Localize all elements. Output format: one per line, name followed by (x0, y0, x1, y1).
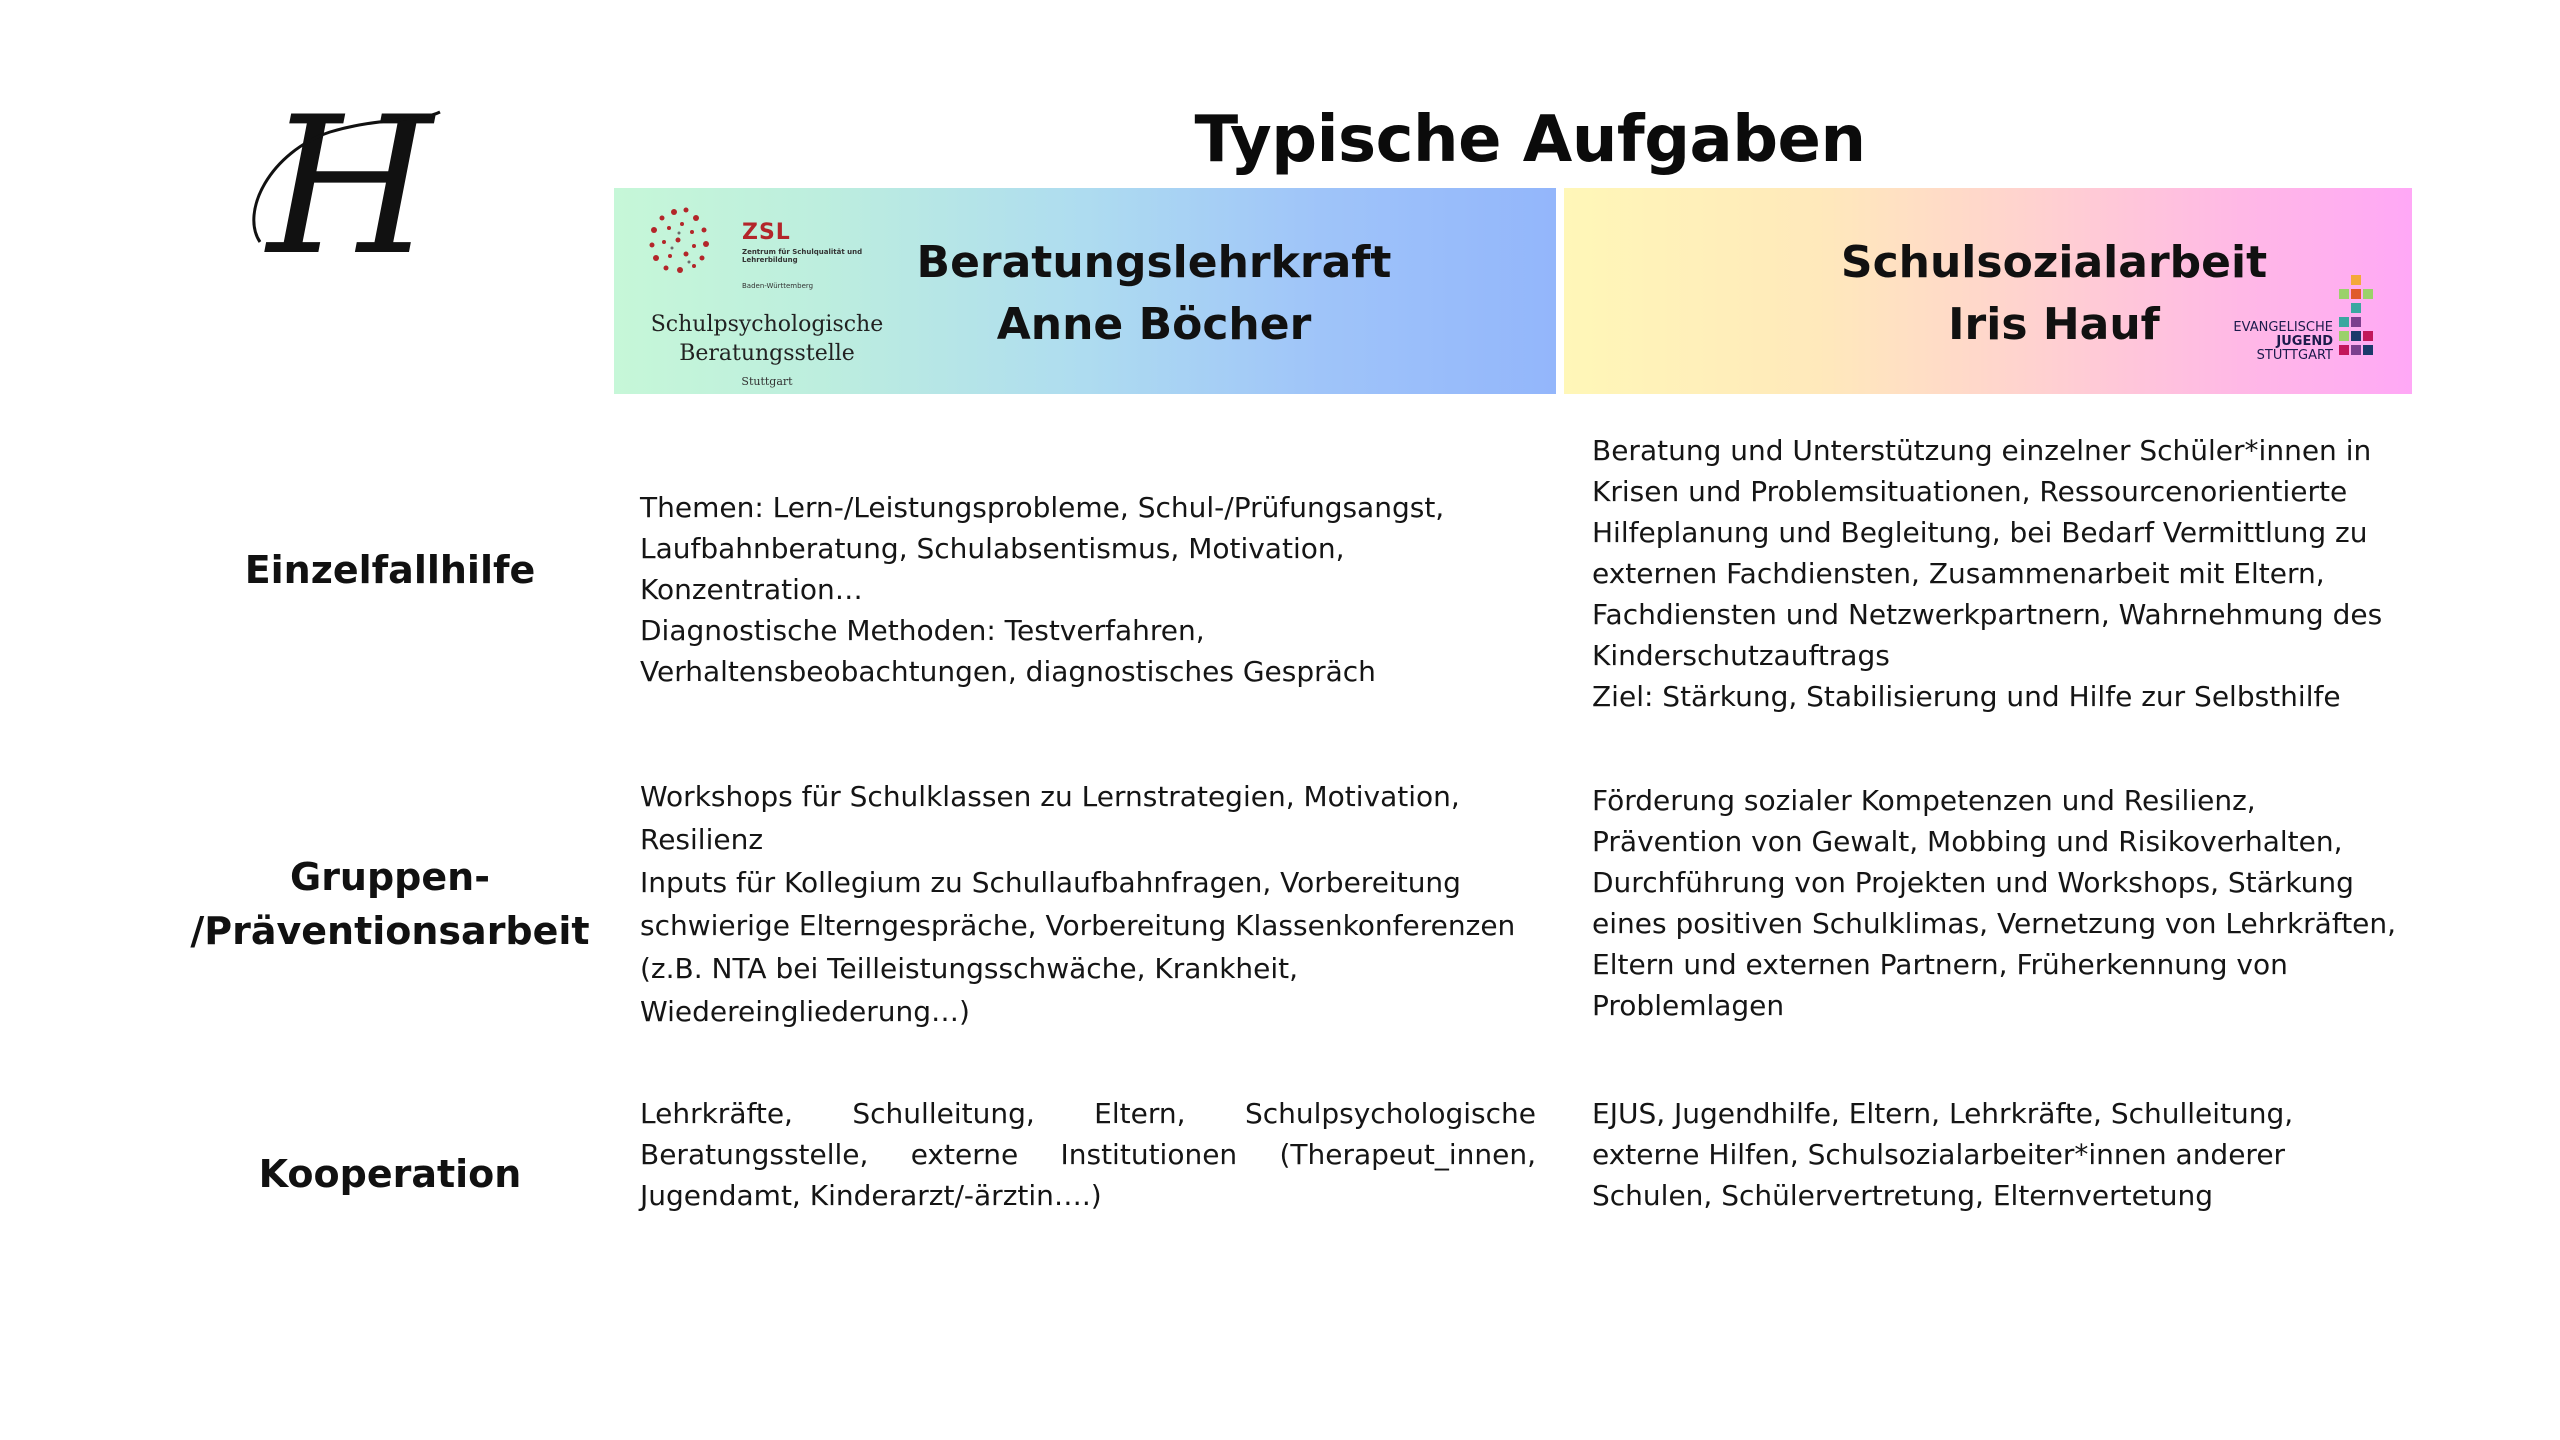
header-beratungslehrkraft (614, 188, 1556, 394)
cooperation-line-1: Lehrkräfte, Schulleitung, Eltern, Schulpsychologische (640, 1097, 1536, 1130)
header-schulsozialarbeit (1564, 188, 2412, 394)
cell-einzelfallhilfe-schulsozialarbeit: Beratung und Unterstützung einzelner Schüler*innen in Krisen und Problemsituationen, Ressourcenorientierte Hilfeplanung und Begleitung, bei Bedarf Vermittlung zu externen Fachdiensten, Zusammenarbeit mit Eltern, Fachdiensten und Netzwerkpartnern, Wahrnehmung des Kinderschutzauftrags Ziel: Stärkung, Stabilisierung und Hilfe zur Selbsthilfe (1592, 434, 2383, 713)
zsl-logo (634, 200, 884, 388)
evangelische-jugend-logo (2229, 273, 2399, 383)
row-label-praeventionsarbeit: Gruppen- /Präventionsarbeit (190, 855, 590, 953)
ej-line1: EVANGELISCHE (2233, 320, 2333, 335)
script-h-logo (240, 92, 460, 282)
zsl-dots-icon (634, 200, 734, 280)
zsl-subtitle: Zentrum für Schulqualität und Lehrerbildung (742, 248, 863, 264)
cell-praeventionsarbeit-beratungslehrkraft: Workshops für Schulklassen zu Lernstrategien, Motivation, Resilienz Inputs für Kollegium zu Schullaufbahnfragen, Vorbereitung schwierige Elterngespräche, Vorbereitung Klassenkonferenzen (z.B. NTA bei Teilleistungsschwäche, Krankheit, Wiedereingliederung…) (640, 780, 1516, 1028)
ej-line2: JUGEND (2276, 334, 2333, 349)
row-label-einzelfallhilfe: Einzelfallhilfe (244, 548, 536, 592)
column-title-beratungslehrkraft (854, 232, 1454, 356)
cooperation-line-3: Jugendamt, Kinderarzt/-ärztin….) (640, 1179, 1102, 1212)
office-city: Stuttgart (741, 375, 793, 388)
cooperation-line-2: Beratungsstelle, externe Institutionen (Therapeut_innen, (640, 1138, 1536, 1171)
column-title-person: Iris Hauf (1948, 299, 2160, 350)
ej-line3: STUTTGART (2256, 348, 2333, 363)
zsl-region: Baden-Württemberg (742, 282, 814, 290)
column-title-person: Anne Böcher (996, 299, 1312, 350)
script-h-letter: H (267, 92, 433, 282)
cell-einzelfallhilfe-beratungslehrkraft: Themen: Lern-/Leistungsprobleme, Schul-/Prüfungsangst, Laufbahnberatung, Schulabsentismus, Motivation, Konzentration… Diagnostische Methoden: Testverfahren, Verhaltensbeobachtungen, diagnostisches Gespräch (640, 491, 1445, 688)
zsl-label: ZSL (742, 220, 791, 245)
office-name: Schulpsychologische Beratungsstelle (650, 312, 884, 366)
row-label-kooperation: Kooperation (258, 1152, 522, 1196)
column-title-role: Schulsozialarbeit (1840, 237, 2268, 288)
cell-kooperation-schulsozialarbeit: EJUS, Jugendhilfe, Eltern, Lehrkräfte, Schulleitung, externe Hilfen, Schulsozialarbeiter*innen anderer Schulen, Schülervertretung, Elternvertetung (1592, 1097, 2294, 1212)
column-title-role: Beratungslehrkraft (916, 237, 1392, 288)
page-title: Typische Aufgaben (1194, 103, 1866, 177)
cell-kooperation-beratungslehrkraft (640, 1093, 1536, 1216)
cell-praeventionsarbeit-schulsozialarbeit: Förderung sozialer Kompetenzen und Resilienz, Prävention von Gewalt, Mobbing und Risikoverhalten, Durchführung von Projekten und Workshops, Stärkung eines positiven Schulklimas, Vernetzung von Lehrkräften, Eltern und externen Partnern, Früherkennung von Problemlagen (1592, 784, 2397, 1022)
